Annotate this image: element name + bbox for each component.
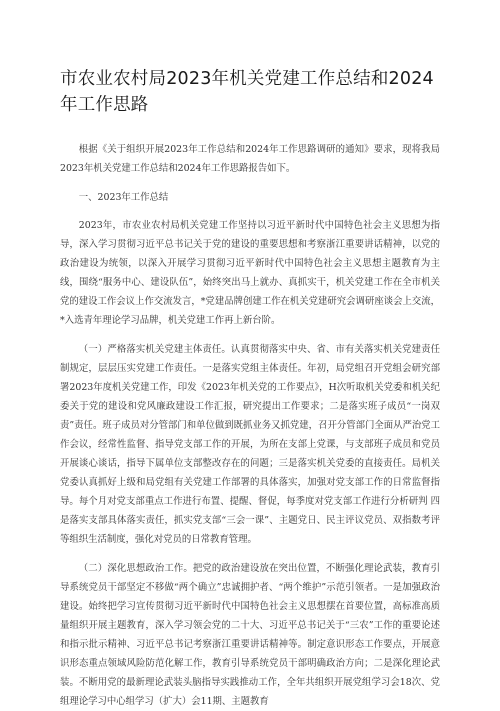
point-two-paragraph: （二）深化思想政治工作。把党的政治建设放在突出位置，不断强化理论武装，教育引导系统党员干部坚定不移做“两个确立”忠诚拥护者、“两个维护”示范引领者。一是加强政治建设。始终把学习宣传贯彻习近平新时代中国特色社会主义思想摆在首要位置，高标准高质量组织开展主题教育，深入学习领会党的二十大、习近平总书记关于“三农”工作的重要论述和指示批示精神、习近平总书记考察浙江重要讲话精神等。制定意识形态工作要点，开展意识形态重点领域风险防范化解工作，教育引导系统党员干部明确政治方向；二是深化理论武装。不断用党的最新理论武装头脑指导实践推动工作，全年共组织开展党组学习会18次、党组理论学习中心组学习（扩大）会11期、主题教育: [60, 563, 440, 707]
intro-paragraph: 根据《关于组织开展2023年工作总结和2024年工作思路调研的通知》要求，现将我局2023年机关党建工作总结和2024年工作思路报告如下。: [60, 144, 440, 174]
summary-paragraph: 2023年，市农业农村局机关党建工作坚持以习近平新时代中国特色社会主义思想为指导，深入学习贯彻习近平总书记关于党的建设的重要思想和考察浙江重要讲话精神，以党的政治建设为统领，以深入开展学习贯彻习近平新时代中国特色社会主义思想主题教育为主线，围绕“服务中心、建设队伍”，始终突出马上就办、真抓实干，机关党建工作在全市机关党的建设工作会议上作交流发言，*党建品牌创建工作在机关党建研究会调研座谈会上交流，*入选青年理论学习品牌，机关党建工作再上新台阶。: [60, 220, 440, 326]
section-heading: 一、2023年工作总结: [78, 192, 169, 203]
document-title: 市农业农村局2023年机关党建工作总结和2024年工作思路: [60, 69, 434, 115]
point-one-paragraph: （一）严格落实机关党建主体责任。认真贯彻落实中央、省、市有关落实机关党建责任制规定，层层压实党建工作责任。一是落实党组主体责任。年初，局党组召开党组会研究部署2023年度机关党建工作，印发《2023年机关党的工作要点》，H次听取机关党委和机关纪委关于党的建设和党风廉政建设工作汇报，研究提出工作要求；二是落实班子成员“一岗双责”责任。班子成员对分管部门和单位做到既抓业务又抓党建，召开分管部门全面从严治党工作会议，经常性监督、指导党支部工作的开展，为所在支部上党课，与支部班子成员和党员开展谈心谈话，指导下属单位支部整改存在的问题；三是落实机关党委的直接责任。局机关党委认真抓好上级和局党组有关党建工作部署的具体落实，加强对党支部工作的日常监督指导。每个月对党支部重点工作进行布置、提醒、督促，每季度对党支部工作进行分析研判 四是落实支部具体落实责任，抓实党支部“三会一课”、主题党日、民主评议党员、双指数考评等组织生活制度，强化对党员的日常教育管理。: [60, 344, 440, 545]
